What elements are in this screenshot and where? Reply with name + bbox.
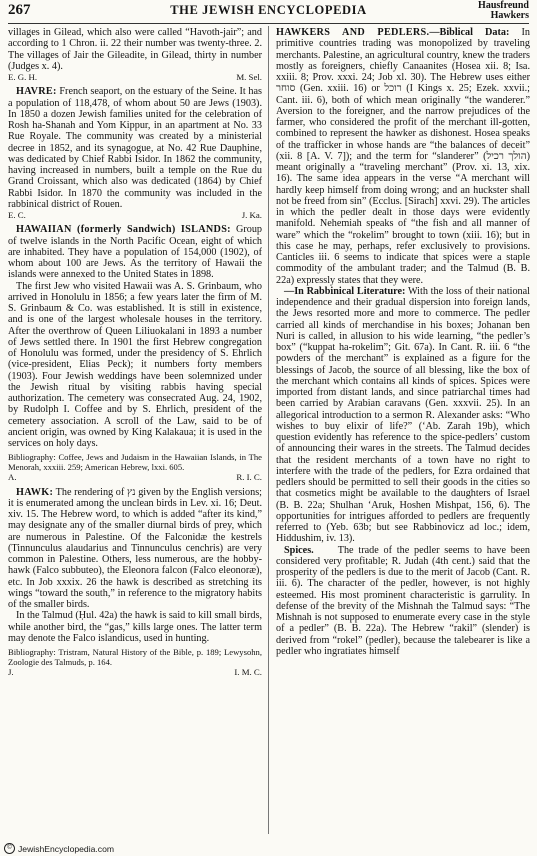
article-hawkers-and-pedlers [276, 27, 530, 286]
headword-hawaiian: HAWAIIAN (formerly Sandwich) ISLANDS: [16, 224, 231, 236]
footer-site-link[interactable]: JewishEncyclopedia.com [18, 843, 115, 854]
rabbinical-text: With the loss of their national independence and their gradual dispersion into foreign lands, the Jews resorted more and more to commerce. The pedler carried all kinds of merchandise in his boxes; Johanan ben Nuri is called, in allusion to his wide learning, “the pedler’s box” (“kuppat ha-rokelim”; Git. 67a). In Cant. R. iii. 6 “the powders of the merchant” is explained as a figure for the blessings of Jacob, the source of all blessing, like the box of the merchant which contains all kinds of spices. Spices were imported from distant lands, and since patriarchal times had been carried by Arabian caravans (Gen. xxxvii. 25). In an allegorical introduction to a sermon R. Alexander asks: “Who wishes to buy elixir of life?” (‘Ab. Zarah 19b), which question evidently has reference to the spice-pedlers’ custom of announcing their wares in the streets. The Talmud decides that the resident merchants of a town have no right to interfere with the trade of the pedlers, for Ezra ordained that pedlers should be permitted to sell their goods in the cities so that cosmetics might be available to the daughters of Israel (B. B. 22a; Shulhan ‘Aruk, Hoshen Mishpat, 156, 6). The opportunities for intrigues afforded to pedlers are frequently referred to (Yeb. 63b; but see Rabbinovicz ad loc.; idem, Hiddushim, iv. 13). [276, 285, 530, 545]
subhead-biblical-data: —Biblical Data: [429, 27, 510, 38]
bibliography-hawk: Bibliography: Tristram, Natural History of the Bible, p. 189; Lewysohn, Zoologie des Talmuds, p. 164. [8, 647, 262, 667]
column-divider [268, 26, 269, 834]
biblical-data-text: In primitive countries trading was monopolized by traveling merchants. Palestine, an agricultural country, knew the traders mostly as foreigners, chiefly Canaanites (Hosea xii. 8; Isa. xxiii. 8; Prov. xxxi. 24; Job xl. 30). The Hebrew uses either סוחר (Gen. xxiii. 16) or רוכל (I Kings x. 25; Ezek. xxvii.; Cant. iii. 6), both of which mean originally “the wanderer.” Aversion to the foreigner, and the narrow prejudices of the farmer, who considered the profit of the merchant ill-gotten, combined to represent the hawker as dishonest. Hosea speaks of the trafficker in whose hands are “the balances of deceit” (xii. 8 [A. V. 7]); and the term for “slanderer” (הולך רכיל) meant originally a “traveling merchant” (Prov. xi. 13, xix. 16). The same idea appears in the verse “A merchant will hardly keep himself from doing wrong; and an huckster shall not be freed from sin” (Ecclus. [Sirach] xxvi. 29). The articles in which the pedler dealt in those days were evidently manifold. Nehemiah speaks of “the fish and all manner of ware” which the “rokelim” brought to town (xiii. 16); but in this case he may, perhaps, refer exclusively to provisions. Canticles iii. 6 seems to indicate that spices were a staple commodity of the ambulant trader; and the Talmud (B. B. 22a) expressly states that they were. [276, 27, 530, 286]
section-rabbinical-literature [276, 286, 530, 545]
trade-paragraph: The trade of the pedler seems to have been considered very profitable; R. Judah (4th cent.) said that the prosperity of the pedlers is due to the merit of Jacob (Cant. R. iii. 6). The character of the pedler, however, is not highly esteemed. His most prominent characteristic is garrulity. In defense of the brevity of the Mishnah the Talmud says: “The Mishnah is not supposed to enumerate every case in the style of a pedler” (B. B. 22a). The Hebrew “rakil” (slender) is derived from “rokel” (pedler), because the talebearer is like a pedler who ingratiates himself [276, 544, 530, 657]
left-column [8, 27, 262, 835]
article-hawk [8, 487, 262, 611]
signature-author: J. Ka. [241, 210, 262, 220]
page-footer [4, 843, 114, 854]
signature-author: R. I. C. [236, 472, 262, 483]
signature-havoth-jair [8, 72, 262, 83]
header-rule [8, 23, 529, 24]
signature-initials: E. C. [8, 210, 26, 220]
signature-initials: E. G. H. [8, 72, 38, 82]
running-head [478, 1, 529, 20]
spices-sidenote: Spices. [284, 544, 314, 556]
journal-title: THE JEWISH ENCYCLOPEDIA [170, 3, 367, 17]
signature-hawaiian [8, 472, 262, 483]
article-havre [8, 86, 262, 210]
headword-havre: HAVRE: [16, 86, 57, 98]
signature-initials: J. [8, 667, 14, 677]
hawaiian-paragraph-2: The first Jew who visited Hawaii was A. S. Grinbaum, who arrived in Honolulu in 1856; a few years later the firm of M. S. Grinbaum & Co. was established. It is still in existence, and is one of the largest wholesale houses in the territory. After the overthrow of Queen Liliuokalani in 1893 a number of Jews settled there. In 1901 the first Hebrew congregation of Honolulu was formed, under the presidency of S. Ehrlich (vice-president, Elias Peck); it numbers forty members (1903). Four Jewish weddings have been solemnized under the Jewish ritual by visiting rabbis having special authorization. The cemetery was consecrated Aug. 24, 1902, by Rudolph I. Coffee and by S. Ehrlich, president of the cemetery association. A scroll of the Law, said to be of ancient origin, was owned by King Kalakaua; it is used in the services on holy days. [8, 280, 262, 449]
page-header [8, 2, 529, 22]
signature-havre [8, 210, 262, 221]
signature-initials: A. [8, 472, 17, 483]
hawaiian-text: Group of twelve islands in the North Pacific Ocean, eight of which are inhabited. They have a population of 154,000 (1902), of whom about 100 are Jews. As the territory of Hawaii the islands were annexed to the United States in 1898. [8, 224, 262, 281]
subhead-rabbinical: —In Rabbinical Literature: [284, 285, 406, 297]
running-head-first: Hausfreund [478, 0, 529, 11]
havoth-jair-continuation: villages in Gilead, which also were called “Havoth-jair”; and according to 1 Chron. ii. 22 their number was twenty-three. 2. The villages of Jair the Gileadite, in Gilead, thirty in number (Judges x. 4). [8, 27, 262, 72]
signature-author: M. Sel. [236, 72, 262, 82]
page-number: 267 [8, 2, 31, 18]
copyright-icon: © [4, 843, 15, 854]
hawk-paragraph-2: In the Talmud (Ḥul. 42a) the hawk is said to kill small birds, while another bird, the “gas,” kills large ones. The latter term may denote the Falco islandicus, used in hunting. [8, 610, 262, 644]
havre-text: French seaport, on the estuary of the Seine. It has a population of 118,478, of whom about 50 are Jews (1903). In 1850 a dozen Jewish families united for the celebration of Rosh ha-Shanah and Yom Kippur, in an apartment at No. 33 Rue Royale. The community was created by a ministerial decree in 1852, and its synagogue, at No. 42 Rue Dauphine, was dedicated by Chief Rabbi Isidor. In 1862 the community, having increased in numbers, built a temple on the Rue du Grand Croissant, which also was dedicated (1864) by Chief Rabbi Isidor. In 1870 the community was included in the rabbinical district of Rouen. [8, 86, 262, 210]
signature-author: I. M. C. [234, 667, 262, 677]
right-column [276, 27, 530, 835]
headword-hawk: HAWK: [16, 486, 54, 498]
running-head-last: Hawkers [490, 9, 529, 21]
article-hawaiian-islands [8, 224, 262, 280]
signature-hawk [8, 667, 262, 678]
headword-hawkers: HAWKERS AND PEDLERS. [276, 27, 430, 38]
hawk-text: The rendering of נץ given by the English versions; it is enumerated among the unclean birds in Lev. xi. 16; Deut. xiv. 15. The Hebrew word, to which is added “after its kind,” may designate any of the smaller diurnal birds of prey, which are numerous in Palestine. Of the Falconidæ the kestrels (Tinnunculus alaudarius and Tinnunculus cenchris) are very common in Palestine. Others, less numerous, are the hobby-hawk (Falco subbuteo), the Eleonora falcon (Falco eleonoræ), etc. In Job xxxix. 26 the hawk is described as stretching its wings “toward the south,” in reference to the migratory habits of the smaller birds. [8, 486, 262, 610]
bibliography-hawaiian: Bibliography: Coffee, Jews and Judaism in the Hawaiian Islands, in The Menorah, xxxiii. 259; American Hebrew, lxxi. 605. [8, 452, 262, 473]
